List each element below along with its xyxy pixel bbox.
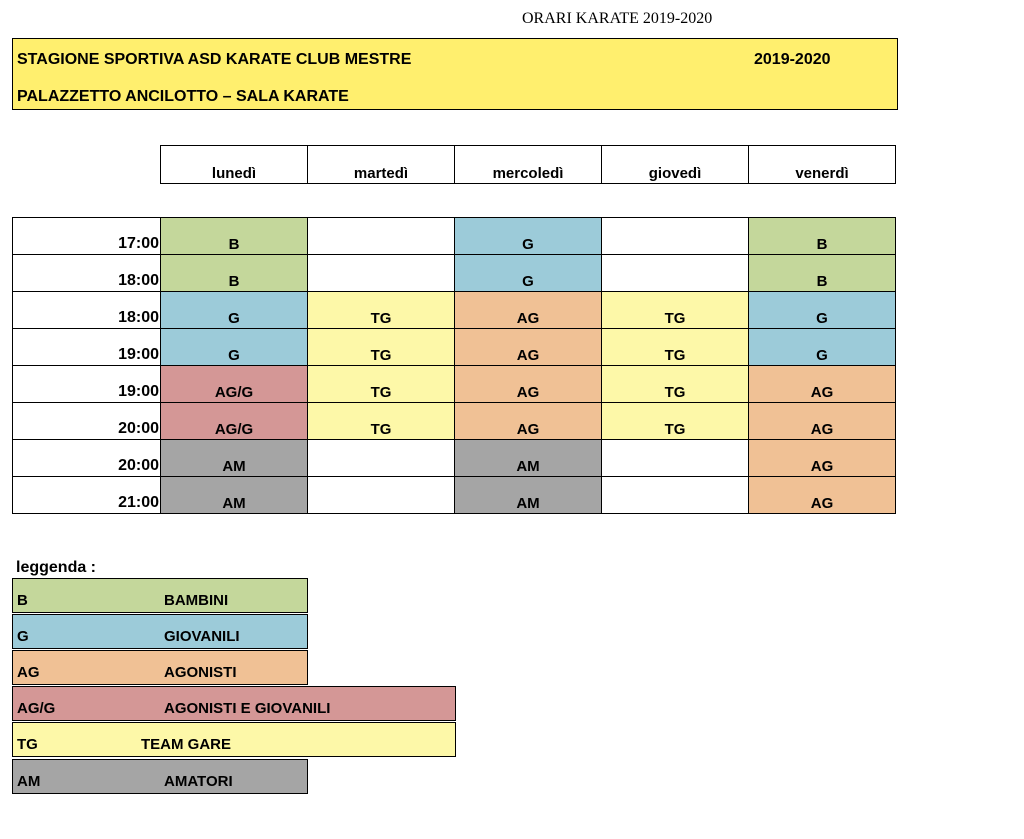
- legend-item: [12, 650, 308, 685]
- schedule-row: [13, 477, 896, 514]
- schedule-cell: [308, 477, 455, 514]
- schedule-row: [13, 292, 896, 329]
- legend-label: TEAM GARE: [141, 736, 231, 753]
- time-cell: 18:00: [13, 292, 161, 329]
- schedule-table: [12, 217, 896, 514]
- time-cell: 20:00: [13, 440, 161, 477]
- schedule-cell: AG: [455, 403, 602, 440]
- schedule-row: [13, 255, 896, 292]
- time-cell: 19:00: [13, 366, 161, 403]
- schedule-cell: AG: [749, 477, 896, 514]
- legend-code: B: [17, 592, 28, 609]
- schedule-cell: TG: [602, 329, 749, 366]
- legend-item: [12, 722, 456, 757]
- schedule-cell: G: [749, 329, 896, 366]
- schedule-cell: TG: [308, 292, 455, 329]
- time-cell: 17:00: [13, 218, 161, 255]
- schedule-cell: AM: [161, 477, 308, 514]
- legend-code: G: [17, 628, 29, 645]
- schedule-row: [13, 366, 896, 403]
- days-header: [160, 145, 896, 184]
- day-friday: venerdì: [749, 146, 896, 184]
- header-banner: [12, 38, 898, 110]
- schedule-cell: [602, 477, 749, 514]
- schedule-cell: AG: [455, 292, 602, 329]
- schedule-cell: TG: [602, 366, 749, 403]
- schedule-cell: TG: [308, 403, 455, 440]
- legend-item: [12, 759, 308, 794]
- legend-code: AG: [17, 664, 40, 681]
- schedule-cell: B: [749, 218, 896, 255]
- schedule-cell: B: [161, 218, 308, 255]
- schedule-cell: AG/G: [161, 366, 308, 403]
- club-title: STAGIONE SPORTIVA ASD KARATE CLUB MESTRE: [17, 51, 412, 68]
- schedule-row: [13, 403, 896, 440]
- schedule-cell: G: [455, 218, 602, 255]
- venue-title: PALAZZETTO ANCILOTTO – SALA KARATE: [17, 88, 349, 105]
- day-wednesday: mercoledì: [455, 146, 602, 184]
- legend-item: [12, 686, 456, 721]
- day-tuesday: martedì: [308, 146, 455, 184]
- time-cell: 21:00: [13, 477, 161, 514]
- schedule-cell: AM: [455, 440, 602, 477]
- season-label: 2019-2020: [754, 51, 831, 68]
- schedule-cell: [602, 255, 749, 292]
- schedule-cell: AG: [749, 366, 896, 403]
- schedule-cell: AG: [455, 329, 602, 366]
- legend-code: AG/G: [17, 700, 56, 717]
- schedule-cell: [308, 255, 455, 292]
- schedule-cell: TG: [602, 403, 749, 440]
- schedule-cell: [602, 440, 749, 477]
- schedule-cell: G: [161, 292, 308, 329]
- legend-code: TG: [17, 736, 38, 753]
- document-title: ORARI KARATE 2019-2020: [522, 10, 713, 27]
- legend-title: leggenda :: [16, 559, 97, 576]
- schedule-cell: G: [749, 292, 896, 329]
- legend-label: AGONISTI: [164, 664, 237, 681]
- schedule-cell: G: [161, 329, 308, 366]
- legend-item: [12, 614, 308, 649]
- time-cell: 19:00: [13, 329, 161, 366]
- legend-item: [12, 578, 308, 613]
- legend-code: AM: [17, 773, 41, 790]
- schedule-row: [13, 329, 896, 366]
- schedule-cell: [602, 218, 749, 255]
- schedule-row: [13, 440, 896, 477]
- schedule-row: [13, 218, 896, 255]
- schedule-cell: AG/G: [161, 403, 308, 440]
- schedule-cell: [308, 440, 455, 477]
- schedule-cell: AG: [749, 440, 896, 477]
- legend-label: BAMBINI: [164, 592, 229, 609]
- time-cell: 20:00: [13, 403, 161, 440]
- day-thursday: giovedì: [602, 146, 749, 184]
- schedule-cell: TG: [308, 366, 455, 403]
- schedule-cell: [308, 218, 455, 255]
- schedule-cell: TG: [308, 329, 455, 366]
- schedule-cell: AG: [455, 366, 602, 403]
- schedule-cell: G: [455, 255, 602, 292]
- schedule-cell: AM: [161, 440, 308, 477]
- schedule-cell: AG: [749, 403, 896, 440]
- time-cell: 18:00: [13, 255, 161, 292]
- legend-label: AMATORI: [164, 773, 233, 790]
- schedule-cell: TG: [602, 292, 749, 329]
- day-monday: lunedì: [161, 146, 308, 184]
- schedule-cell: AM: [455, 477, 602, 514]
- legend-label: AGONISTI E GIOVANILI: [164, 700, 331, 717]
- legend-label: GIOVANILI: [164, 628, 240, 645]
- schedule-cell: B: [749, 255, 896, 292]
- schedule-cell: B: [161, 255, 308, 292]
